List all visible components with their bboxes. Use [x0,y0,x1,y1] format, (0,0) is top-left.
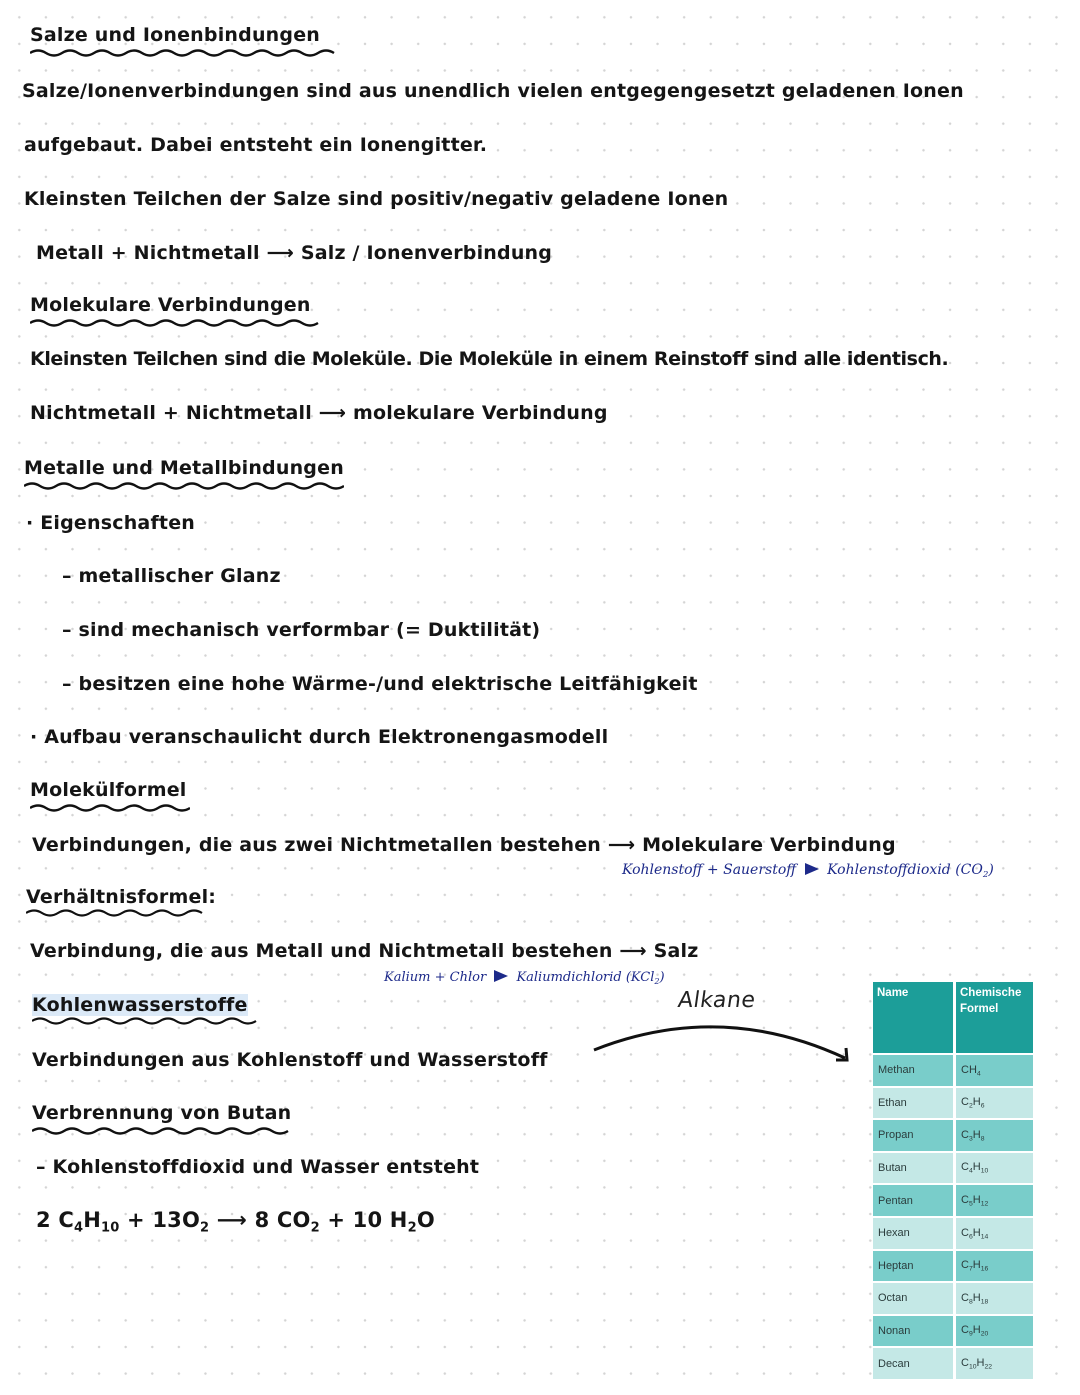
formula-element: C [961,1226,969,1239]
formula-element: H [972,1096,981,1109]
metalle-sub-3: – besitzen eine hohe Wärme-/und elektrische Leitfähigkeit [62,673,698,695]
heading-kohlenwasserstoffe [32,994,248,1016]
formula-subscript: 5 [968,1200,973,1208]
formula-element: H [972,1324,981,1337]
molekuelformel-example [622,862,994,880]
formula-subscript: 20 [980,1330,989,1338]
eq-part: H [83,1208,101,1232]
butan-line-1: – Kohlenstoffdioxid und Wasser entsteht [36,1156,480,1178]
formula-element: H [972,1226,981,1239]
formula-subscript: 10 [980,1167,989,1175]
alkane-name: Propan [873,1119,955,1152]
molekular-line-1: Kleinsten Teilchen sind die Moleküle. Die Moleküle in einem Reinstoff sind alle identisch. [30,348,949,370]
eq-part: ⟶ 8 CO [209,1208,311,1232]
salze-line-4: Metall + Nichtmetall ⟶ Salz / Ionenverbindung [36,242,553,264]
alkane-name: Heptan [873,1250,955,1283]
example-close: ) [988,862,994,878]
alkane-formula [955,1054,1034,1087]
formula-element: C [961,1096,969,1109]
table-row [873,1152,1033,1185]
formula-element: H [968,1063,977,1076]
alkane-name: Decan [873,1347,955,1379]
table-header [873,982,1033,1054]
alkane-label: Alkane [676,988,758,1013]
alkane-formula [955,1282,1034,1315]
formula-subscript: 6 [980,1102,985,1110]
salze-line-3: Kleinsten Teilchen der Salze sind positiv/negativ geladene Ionen [24,188,729,210]
molekuelformel-line-1: Verbindungen, die aus zwei Nichtmetallen bestehen ⟶ Molekulare Verbindung [32,834,896,856]
example-subscript: 2 [982,870,989,881]
formula-element: C [961,1161,969,1174]
table-row [873,1250,1033,1283]
metalle-sub-1: – metallischer Glanz [62,565,281,587]
alkane-name: Pentan [873,1184,955,1217]
table-row [873,1282,1033,1315]
alkane-name: Octan [873,1282,955,1315]
formula-element: C [961,1193,969,1206]
heading-butan-text: Verbrennung von Butan [32,1102,292,1124]
eq-part: + 10 H [319,1208,408,1232]
metalle-bullet-1: · Eigenschaften [26,512,196,534]
alkane-name: Methan [873,1054,955,1087]
butan-equation [36,1208,435,1236]
alkane-formula [955,1347,1034,1379]
example-product: Kaliumdichlorid (KCl [516,970,655,985]
alkane-name: Butan [873,1152,955,1185]
formula-subscript: 6 [968,1232,973,1240]
eq-sub: 2 [200,1220,210,1236]
formula-subscript: 4 [976,1069,981,1077]
example-subscript: 2 [654,976,660,986]
example-product: Kohlenstoffdioxid (CO [827,862,983,878]
heading-underline [30,803,190,813]
formula-element: H [976,1356,985,1369]
alkane-table-body [873,1054,1033,1379]
formula-subscript: 3 [968,1135,973,1143]
formula-subscript: 8 [980,1135,985,1143]
eq-sub: 10 [100,1220,120,1236]
arrow-right-icon [805,863,819,875]
alkane-name: Hexan [873,1217,955,1250]
formula-subscript: 9 [968,1330,973,1338]
alkane-formula [955,1152,1034,1185]
heading-molekular [30,294,311,316]
alkane-formula [955,1087,1034,1120]
eq-part: O [416,1208,435,1232]
heading-underline [32,1016,257,1026]
formula-subscript: 10 [968,1363,977,1371]
kohlenwasserstoffe-line-1: Verbindungen aus Kohlenstoff und Wasserstoff [32,1049,548,1071]
table-row [873,1119,1033,1152]
alkane-formula [955,1315,1034,1348]
heading-metalle [24,457,344,479]
alkane-formula [955,1250,1034,1283]
salze-line-1: Salze/Ionenverbindungen sind aus unendlich vielen entgegengesetzt geladenen Ionen [22,80,964,102]
heading-salze-text: Salze und Ionenbindungen [30,24,321,46]
formula-subscript: 4 [968,1167,973,1175]
formula-subscript: 22 [984,1363,993,1371]
alkane-table [873,982,1033,1379]
arrow-right-icon [494,970,508,982]
molekular-line-2: Nichtmetall + Nichtmetall ⟶ molekulare Verbindung [30,402,608,424]
table-row [873,1217,1033,1250]
header-name: Name [873,982,955,1054]
heading-molekular-text: Molekulare Verbindungen [30,294,311,316]
formula-element: C [961,1324,969,1337]
header-formula-line2: Formel [960,1003,999,1015]
alkane-formula [955,1184,1034,1217]
heading-underline [32,1126,297,1136]
table-row [873,1315,1033,1348]
heading-underline [30,318,320,328]
eq-sub: 4 [73,1220,84,1236]
example-reactants: Kohlenstoff + Sauerstoff [622,862,797,878]
curved-arrow-icon [590,1010,860,1070]
heading-verhaeltnis [26,886,216,908]
formula-element: C [961,1259,969,1272]
alkane-formula [955,1119,1034,1152]
metalle-sub-2: – sind mechanisch verformbar (= Duktilität) [62,619,541,641]
formula-element: H [972,1259,981,1272]
alkane-name: Nonan [873,1315,955,1348]
heading-butan [32,1102,291,1124]
formula-element: C [961,1291,969,1304]
formula-subscript: 14 [980,1232,989,1240]
verhaeltnis-example [384,970,665,986]
header-formula-line1: Chemische [960,987,1022,999]
formula-subscript: 16 [980,1265,989,1273]
eq-part: 2 C [36,1208,74,1232]
eq-sub: 2 [310,1220,320,1236]
table-row [873,1184,1033,1217]
heading-molekuelformel [30,779,187,801]
verhaeltnis-line-1: Verbindung, die aus Metall und Nichtmetall bestehen ⟶ Salz [30,940,699,962]
formula-subscript: 18 [980,1298,989,1306]
table-row [873,1054,1033,1087]
formula-element: H [972,1161,981,1174]
heading-metalle-text: Metalle und Metallbindungen [24,457,344,479]
heading-salze [30,24,320,46]
alkane-name: Ethan [873,1087,955,1120]
formula-element: C [961,1128,969,1141]
formula-element: C [961,1063,969,1076]
heading-kohlenwasserstoffe-text: Kohlenwasserstoffe [32,994,248,1016]
heading-molekuelformel-text: Molekülformel [30,779,187,801]
formula-subscript: 8 [968,1298,973,1306]
eq-sub: 2 [407,1220,417,1236]
formula-element: C [961,1356,969,1369]
formula-element: H [972,1193,981,1206]
alkane-formula [955,1217,1034,1250]
formula-subscript: 12 [980,1200,989,1208]
eq-part: + 13O [119,1208,200,1232]
heading-verhaeltnis-text: Verhältnisformel: [26,886,217,908]
header-formula [955,982,1034,1054]
table-row [873,1087,1033,1120]
formula-subscript: 7 [968,1265,973,1273]
heading-underline [30,48,345,58]
salze-line-2: aufgebaut. Dabei entsteht ein Ionengitter. [24,134,488,156]
table-row [873,1347,1033,1379]
example-reactants: Kalium + Chlor [384,970,487,985]
metalle-bullet-2: · Aufbau veranschaulicht durch Elektronengasmodell [30,726,609,748]
formula-element: H [972,1128,981,1141]
formula-subscript: 2 [968,1102,973,1110]
formula-element: H [972,1291,981,1304]
example-close: ) [659,970,665,985]
heading-underline [26,908,206,918]
heading-underline [24,481,344,491]
